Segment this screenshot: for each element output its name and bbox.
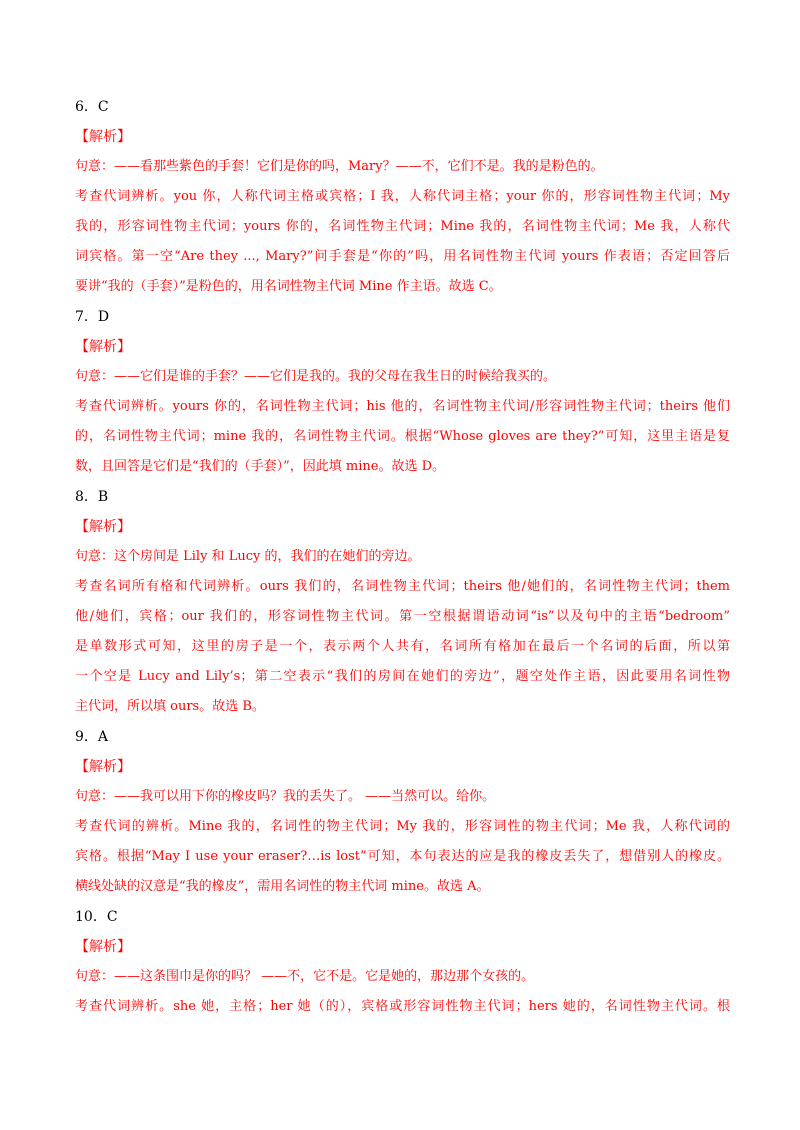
- analysis-label: 【解析】: [75, 939, 131, 955]
- analysis-line: 考查代词辨析。you 你，人称代词主格或宾格；I 我，人称代词主格；your 你的，形容词性物主代词；My: [75, 189, 730, 204]
- analysis-line: 要讲“我的（手套）”是粉色的，用名词性物主代词 Mine 作主语。故选 C。: [75, 279, 502, 294]
- analysis-line: 考查名词所有格和代词辨析。ours 我们的，名词性物主代词；theirs 他/她们的，名词性物主代词；them: [75, 579, 730, 594]
- analysis-label: 【解析】: [75, 339, 131, 355]
- answer-7: 7．D: [75, 309, 110, 325]
- analysis-line: 考查代词辨析。yours 你的，名词性物主代词；his 他的，名词性物主代词/形容词性物主代词；theirs 他们: [75, 399, 730, 414]
- analysis-line: 句意：——看那些紫色的手套！它们是你的吗，Mary？——不，它们不是。我的是粉色的。: [75, 159, 604, 174]
- analysis-line: 句意：——它们是谁的手套？——它们是我的。我的父母在我生日的时候给我买的。: [75, 369, 557, 384]
- analysis-line: 句意：这个房间是 Lily 和 Lucy 的，我们的在她们的旁边。: [75, 549, 421, 564]
- analysis-label: 【解析】: [75, 759, 131, 775]
- analysis-line: 句意：——我可以用下你的橡皮吗？我的丢失了。 ——当然可以。给你。: [75, 789, 496, 804]
- analysis-line: 横线处缺的汉意是“我的橡皮”，需用名词性的物主代词 mine。故选 A。: [75, 879, 490, 894]
- analysis-line: 词宾格。第一空“Are they ..., Mary?”问手套是“你的”吗，用名词性物主代词 yours 作表语；否定回答后: [75, 249, 730, 264]
- analysis-line: 我的，形容词性物主代词；yours 你的，名词性物主代词；Mine 我的，名词性物主代词；Me 我，人称代: [75, 219, 730, 234]
- analysis-line: 考查代词的辨析。Mine 我的，名词性的物主代词；My 我的，形容词性的物主代词；Me 我，人称代词的: [75, 819, 730, 834]
- analysis-line: 是单数形式可知，这里的房子是一个，表示两个人共有，名词所有格加在最后一个名词的后面，所以第: [75, 639, 730, 654]
- answer-6: 6．C: [75, 99, 109, 115]
- analysis-label: 【解析】: [75, 129, 131, 145]
- analysis-line: 一个空是 Lucy and Lily’s；第二空表示“我们的房间在她们的旁边”，题空处作主语，因此要用名词性物: [75, 669, 730, 684]
- answer-8: 8．B: [75, 489, 109, 505]
- analysis-line: 他/她们，宾格；our 我们的，形容词性物主代词。第一空根据谓语动词“is”以及句中的主语“bedroom”: [75, 609, 730, 624]
- document-page: [75, 92, 730, 1022]
- answer-9: 9．A: [75, 729, 109, 745]
- analysis-line: 句意：——这条围巾是你的吗？ ——不，它不是。它是她的，那边那个女孩的。: [75, 969, 535, 984]
- analysis-line: 主代词，所以填 ours。故选 B。: [75, 699, 265, 714]
- analysis-line: 的，名词性物主代词；mine 我的，名词性物主代词。根据“Whose gloves are they?”可知，这里主语是复: [75, 429, 730, 444]
- analysis-line: 考查代词辨析。she 她，主格；her 她（的），宾格或形容词性物主代词；hers 她的，名词性物主代词。根: [75, 999, 730, 1014]
- analysis-line: 数，且回答是它们是“我们的（手套）”，因此填 mine。故选 D。: [75, 459, 446, 474]
- analysis-label: 【解析】: [75, 519, 131, 535]
- analysis-line: 宾格。根据“May I use your eraser?…is lost”可知，本句表达的应是我的橡皮丢失了，想借别人的橡皮。: [75, 849, 730, 864]
- answer-10: 10．C: [75, 909, 118, 925]
